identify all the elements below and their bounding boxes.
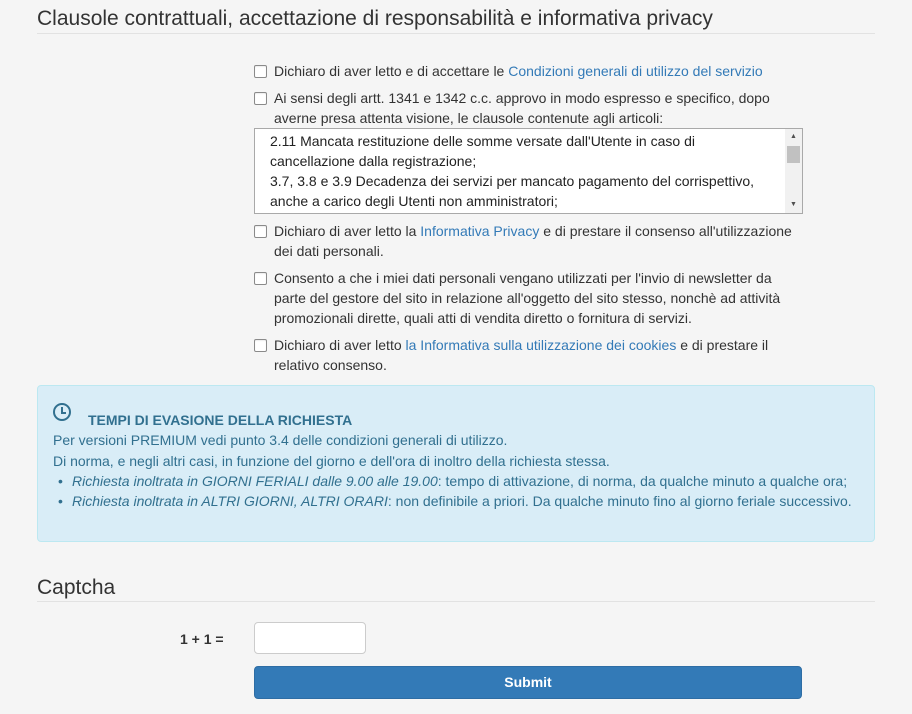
- cookies-link[interactable]: la Informativa sulla utilizzazione dei cookies: [405, 337, 677, 353]
- privacy-consent-label: Dichiaro di aver letto la Informativa Privacy e di prestare il consenso all'utilizzazione dei dati personali.: [274, 223, 792, 259]
- newsletter-row: [254, 268, 802, 328]
- scrollbar-thumb[interactable]: [787, 146, 800, 163]
- clock-icon: [53, 403, 71, 421]
- section-divider: [37, 33, 875, 34]
- alert-title: TEMPI DI EVASIONE DELLA RICHIESTA: [88, 412, 353, 428]
- cookies-consent-checkbox[interactable]: [254, 339, 267, 352]
- alert-bullet-item: • Richiesta inoltrata in ALTRI GIORNI, ALTRI ORARI: non definibile a priori. Da qualche minuto fino al giorno feriale successivo.: [58, 493, 852, 509]
- accept-terms-checkbox[interactable]: [254, 65, 267, 78]
- accept-terms-label: Dichiaro di aver letto e di accettare le Condizioni generali di utilizzo del servizio: [274, 63, 763, 79]
- processing-times-alert: [37, 385, 875, 542]
- clause-item: 2.11 Mancata restituzione delle somme versate dall'Utente in caso di cancellazione dalla registrazione;: [270, 133, 695, 169]
- clauses-row: [254, 88, 802, 128]
- approve-clauses-checkbox[interactable]: [254, 92, 267, 105]
- privacy-link[interactable]: Informativa Privacy: [420, 223, 540, 239]
- section-title-terms: Clausole contrattuali, accettazione di responsabilità e informativa privacy: [37, 7, 713, 30]
- newsletter-consent-label: Consento a che i miei dati personali vengano utilizzati per l'invio di newsletter da parte del gestore del sito in relazione all'oggetto del sito stesso, nonchè ad attività promozionali dirette, quali atti di vendita diretto o fornitura di servizi.: [274, 270, 781, 326]
- submit-button[interactable]: Submit: [254, 666, 802, 699]
- scroll-down-arrow-icon[interactable]: ▼: [790, 201, 797, 208]
- terms-link[interactable]: Condizioni generali di utilizzo del servizio: [508, 63, 763, 79]
- scroll-up-arrow-icon[interactable]: ▲: [790, 133, 797, 140]
- terms-row: [254, 61, 802, 81]
- captcha-question: 1 + 1 =: [180, 631, 224, 647]
- clause-item: 3.7, 3.8 e 3.9 Decadenza dei servizi per mancato pagamento del corrispettivo, anche a carico degli Utenti non amministratori;: [270, 173, 755, 209]
- cookies-row: [254, 335, 802, 375]
- section-divider: [37, 601, 875, 602]
- approve-clauses-label: Ai sensi degli artt. 1341 e 1342 c.c. approvo in modo espresso e specifico, dopo averne presa attenta visione, le clausole contenute agli articoli:: [274, 90, 770, 126]
- captcha-answer-input[interactable]: [254, 622, 366, 654]
- section-title-captcha: Captcha: [37, 576, 116, 599]
- newsletter-consent-checkbox[interactable]: [254, 272, 267, 285]
- clauses-textbox[interactable]: [254, 128, 803, 214]
- privacy-consent-checkbox[interactable]: [254, 225, 267, 238]
- alert-norm-line: Di norma, e negli altri casi, in funzione del giorno e dell'ora di inoltro della richiesta stessa.: [53, 453, 610, 469]
- privacy-row: [254, 221, 802, 261]
- cookies-consent-label: Dichiaro di aver letto la Informativa sulla utilizzazione dei cookies e di prestare il relativo consenso.: [274, 337, 769, 373]
- alert-premium-line: Per versioni PREMIUM vedi punto 3.4 delle condizioni generali di utilizzo.: [53, 432, 508, 448]
- alert-bullet-item: • Richiesta inoltrata in GIORNI FERIALI dalle 9.00 alle 19.00: tempo di attivazione, di norma, da qualche minuto a qualche ora;: [58, 473, 848, 489]
